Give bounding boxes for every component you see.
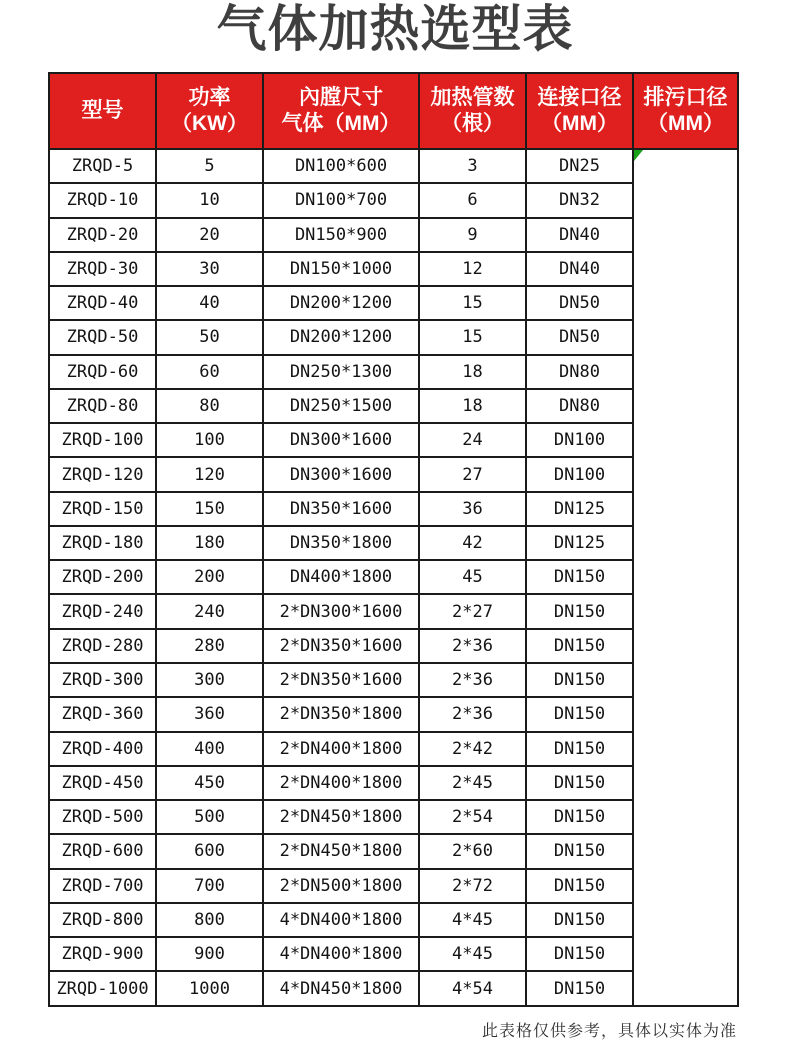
header-cell-power <box>156 73 263 149</box>
cell-model: ZRQD-50 <box>49 320 156 354</box>
cell-model: ZRQD-450 <box>49 766 156 800</box>
header-label-line: 排污口径 <box>643 86 728 109</box>
footer-note: 此表格仅供参考，具体以实体为准 <box>481 1023 737 1040</box>
header-cell-drain-diameter <box>633 73 738 149</box>
cell-tube-count: 2*27 <box>419 594 526 628</box>
cell-model: ZRQD-10 <box>49 183 156 217</box>
cell-chamber-size: DN200*1200 <box>263 286 419 320</box>
cell-tube-count: 9 <box>419 218 526 252</box>
cell-model: ZRQD-20 <box>49 218 156 252</box>
cell-connection-diameter: DN80 <box>526 389 633 423</box>
cell-chamber-size: 2*DN300*1600 <box>263 594 419 628</box>
header-cell-tube-count <box>419 73 526 149</box>
cell-power: 150 <box>156 492 263 526</box>
cell-power: 5 <box>156 149 263 183</box>
cell-tube-count: 3 <box>419 149 526 183</box>
cell-model: ZRQD-1000 <box>49 971 156 1006</box>
cell-power: 400 <box>156 732 263 766</box>
cell-connection-diameter: DN150 <box>526 903 633 937</box>
cell-connection-diameter: DN150 <box>526 697 633 731</box>
cell-model: ZRQD-30 <box>49 252 156 286</box>
cell-chamber-size: DN100*600 <box>263 149 419 183</box>
cell-connection-diameter: DN50 <box>526 286 633 320</box>
cell-tube-count: 2*72 <box>419 869 526 903</box>
cell-power: 10 <box>156 183 263 217</box>
table-body <box>49 149 738 1006</box>
cell-power: 20 <box>156 218 263 252</box>
cell-chamber-size: DN300*1600 <box>263 423 419 457</box>
cell-connection-diameter: DN40 <box>526 218 633 252</box>
cell-model: ZRQD-900 <box>49 937 156 971</box>
header-label-line: 加热管数 <box>430 86 515 109</box>
cell-tube-count: 2*42 <box>419 732 526 766</box>
cell-chamber-size: DN400*1800 <box>263 560 419 594</box>
cell-power: 240 <box>156 594 263 628</box>
cell-power: 50 <box>156 320 263 354</box>
cell-tube-count: 4*45 <box>419 937 526 971</box>
header-label-line: （MM） <box>647 112 724 135</box>
cell-chamber-size: 2*DN350*1600 <box>263 663 419 697</box>
cell-model: ZRQD-360 <box>49 697 156 731</box>
header-cell-connection-diameter <box>526 73 633 149</box>
cell-power: 120 <box>156 457 263 491</box>
cell-chamber-size: 2*DN450*1800 <box>263 834 419 868</box>
cell-model: ZRQD-600 <box>49 834 156 868</box>
selection-table <box>48 72 739 1007</box>
cell-model: ZRQD-400 <box>49 732 156 766</box>
cell-model: ZRQD-800 <box>49 903 156 937</box>
cell-model: ZRQD-500 <box>49 800 156 834</box>
cell-power: 500 <box>156 800 263 834</box>
cell-chamber-size: 4*DN400*1800 <box>263 903 419 937</box>
cell-tube-count: 15 <box>419 320 526 354</box>
cell-tube-count: 24 <box>419 423 526 457</box>
cell-connection-diameter: DN100 <box>526 423 633 457</box>
cell-tube-count: 2*36 <box>419 663 526 697</box>
cell-chamber-size: 2*DN400*1800 <box>263 766 419 800</box>
cell-tube-count: 2*36 <box>419 629 526 663</box>
cell-chamber-size: 2*DN400*1800 <box>263 732 419 766</box>
cell-tube-count: 42 <box>419 526 526 560</box>
cell-power: 800 <box>156 903 263 937</box>
cell-chamber-size: 4*DN400*1800 <box>263 937 419 971</box>
header-label-line: 型号 <box>81 99 124 122</box>
cell-connection-diameter: DN50 <box>526 320 633 354</box>
cell-connection-diameter: DN80 <box>526 355 633 389</box>
cell-connection-diameter: DN125 <box>526 492 633 526</box>
cell-chamber-size: 2*DN350*1600 <box>263 629 419 663</box>
cell-power: 600 <box>156 834 263 868</box>
cell-connection-diameter: DN150 <box>526 732 633 766</box>
header-cell-model <box>49 73 156 149</box>
cell-chamber-size: 2*DN500*1800 <box>263 869 419 903</box>
cell-power: 360 <box>156 697 263 731</box>
cell-tube-count: 2*45 <box>419 766 526 800</box>
cell-connection-diameter: DN125 <box>526 526 633 560</box>
cell-power: 100 <box>156 423 263 457</box>
cell-tube-count: 18 <box>419 355 526 389</box>
cell-model: ZRQD-120 <box>49 457 156 491</box>
cell-power: 1000 <box>156 971 263 1006</box>
cell-connection-diameter: DN40 <box>526 252 633 286</box>
cell-chamber-size: DN350*1600 <box>263 492 419 526</box>
cell-model: ZRQD-180 <box>49 526 156 560</box>
cell-chamber-size: DN100*700 <box>263 183 419 217</box>
cell-connection-diameter: DN150 <box>526 800 633 834</box>
cell-power: 200 <box>156 560 263 594</box>
table-row <box>49 149 738 183</box>
cell-tube-count: 6 <box>419 183 526 217</box>
cell-power: 180 <box>156 526 263 560</box>
cell-power: 700 <box>156 869 263 903</box>
cell-connection-diameter: DN100 <box>526 457 633 491</box>
cell-tube-count: 45 <box>419 560 526 594</box>
cell-model: ZRQD-240 <box>49 594 156 628</box>
cell-tube-count: 36 <box>419 492 526 526</box>
cell-model: ZRQD-280 <box>49 629 156 663</box>
cell-chamber-size: DN300*1600 <box>263 457 419 491</box>
cell-tube-count: 2*54 <box>419 800 526 834</box>
cell-chamber-size: 2*DN450*1800 <box>263 800 419 834</box>
cell-chamber-size: DN250*1500 <box>263 389 419 423</box>
cell-tube-count: 18 <box>419 389 526 423</box>
cell-connection-diameter: DN150 <box>526 937 633 971</box>
header-label-line: 连接口径 <box>537 86 622 109</box>
drain-diameter-merged-cell <box>633 149 738 1006</box>
header-label-line: （MM） <box>541 112 618 135</box>
cell-connection-diameter: DN150 <box>526 560 633 594</box>
cell-model: ZRQD-80 <box>49 389 156 423</box>
cell-power: 40 <box>156 286 263 320</box>
cell-power: 300 <box>156 663 263 697</box>
cell-connection-diameter: DN32 <box>526 183 633 217</box>
cell-connection-diameter: DN150 <box>526 594 633 628</box>
cell-model: ZRQD-700 <box>49 869 156 903</box>
cell-chamber-size: DN150*900 <box>263 218 419 252</box>
header-label-line: 內膛尺寸 <box>299 86 383 109</box>
cell-model: ZRQD-200 <box>49 560 156 594</box>
cell-tube-count: 2*36 <box>419 697 526 731</box>
header-row <box>49 73 738 149</box>
cell-connection-diameter: DN25 <box>526 149 633 183</box>
cell-connection-diameter: DN150 <box>526 629 633 663</box>
cell-model: ZRQD-300 <box>49 663 156 697</box>
header-cell-chamber-size <box>263 73 419 149</box>
header-label-line: （根） <box>441 112 504 135</box>
cell-chamber-size: DN250*1300 <box>263 355 419 389</box>
cell-connection-diameter: DN150 <box>526 869 633 903</box>
cell-power: 450 <box>156 766 263 800</box>
cell-chamber-size: 4*DN450*1800 <box>263 971 419 1006</box>
cell-chamber-size: 2*DN350*1800 <box>263 697 419 731</box>
cell-power: 30 <box>156 252 263 286</box>
green-corner-marker-icon <box>634 150 643 161</box>
header-label-line: 功率 <box>188 86 231 109</box>
cell-tube-count: 2*60 <box>419 834 526 868</box>
cell-power: 900 <box>156 937 263 971</box>
cell-connection-diameter: DN150 <box>526 971 633 1006</box>
cell-tube-count: 12 <box>419 252 526 286</box>
header-label-line: 气体（MM） <box>281 112 401 135</box>
cell-model: ZRQD-60 <box>49 355 156 389</box>
page-title: 气体加热选型表 <box>216 1 574 57</box>
cell-power: 80 <box>156 389 263 423</box>
cell-connection-diameter: DN150 <box>526 766 633 800</box>
cell-model: ZRQD-40 <box>49 286 156 320</box>
cell-model: ZRQD-100 <box>49 423 156 457</box>
cell-tube-count: 4*54 <box>419 971 526 1006</box>
cell-power: 280 <box>156 629 263 663</box>
cell-chamber-size: DN350*1800 <box>263 526 419 560</box>
cell-chamber-size: DN200*1200 <box>263 320 419 354</box>
cell-connection-diameter: DN150 <box>526 834 633 868</box>
header-label-line: （KW） <box>171 112 248 135</box>
cell-tube-count: 27 <box>419 457 526 491</box>
cell-model: ZRQD-5 <box>49 149 156 183</box>
cell-tube-count: 15 <box>419 286 526 320</box>
cell-tube-count: 4*45 <box>419 903 526 937</box>
cell-model: ZRQD-150 <box>49 492 156 526</box>
cell-power: 60 <box>156 355 263 389</box>
cell-chamber-size: DN150*1000 <box>263 252 419 286</box>
cell-connection-diameter: DN150 <box>526 663 633 697</box>
